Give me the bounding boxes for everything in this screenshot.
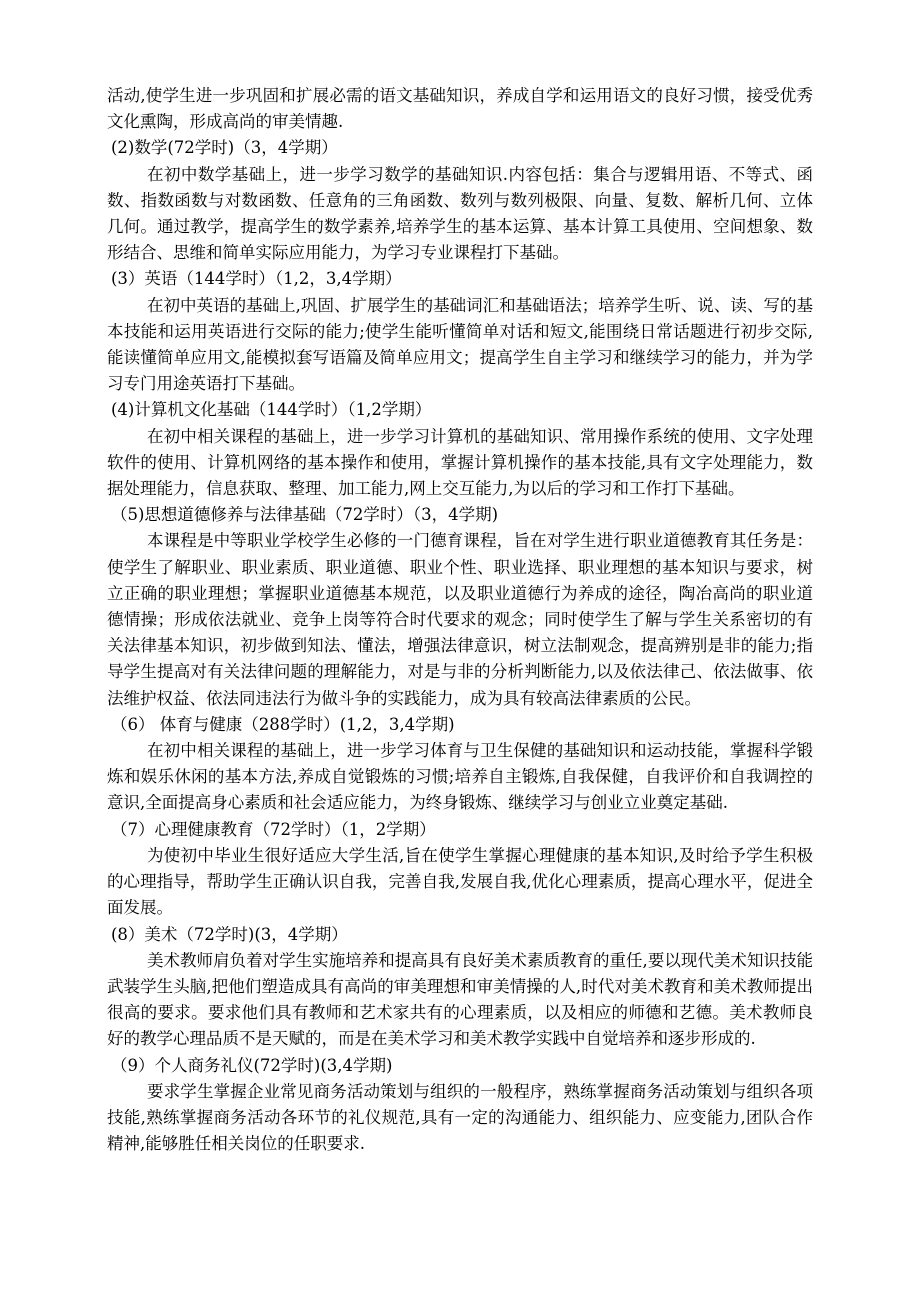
section-body-computer: 在初中相关课程的基础上，进一步学习计算机的基础知识、常用操作系统的使用、文字处理软件的使用、计算机网络的基本操作和使用，掌握计算机操作的基本技能,具有文字处理能力，数据处理能力，信息获取、整理、加工能力,网上交互能力,为以后的学习和工作打下基础。 (107, 426, 813, 499)
section-heading-mental-health: （7）心理健康教育（72学时）（1，2学期） (111, 819, 436, 839)
intro-continuation: 活动,使学生进一步巩固和扩展必需的语文基础知识，养成自学和运用语文的良好习惯，接受优秀文化熏陶，形成高尚的审美情趣. (107, 86, 813, 132)
section-heading-business-etiquette: （9）个人商务礼仪(72学时)(3,4学期) (111, 1055, 393, 1075)
document-body (107, 83, 813, 1157)
section-heading-art: (8）美术（72学时)(3，4学期） (111, 924, 348, 944)
section-body-ethics-law: 本课程是中等职业学校学生必修的一门德育课程，旨在对学生进行职业道德教育其任务是：使学生了解职业、职业素质、职业道德、职业个性、职业选择、职业理想的基本知识与要求，树立正确的职业理想；掌握职业道德基本规范，以及职业道德行为养成的途径，陶冶高尚的职业道德情操；形成依法就业、竞争上岗等符合时代要求的观念；同时使学生了解与学生关系密切的有关法律基本知识，初步做到知法、懂法，增强法律意识，树立法制观念，提高辨别是非的能力;指导学生提高对有关法律问题的理解能力，对是与非的分析判断能力,以及依法律己、依法做事、依法维护权益、依法同违法行为做斗争的实践能力，成为具有较高法律素质的公民。 (107, 531, 813, 708)
section-heading-english: (3）英语（144学时）（1,2，3,4学期） (111, 269, 402, 289)
section-body-mental-health: 为使初中毕业生很好适应大学生活,旨在使学生掌握心理健康的基本知识,及时给予学生积极的心理指导，帮助学生正确认识自我，完善自我,发展自我,优化心理素质，提高心理水平，促进全面发展。 (107, 845, 813, 918)
section-heading-math: (2)数学(72学时)（3，4学期） (111, 138, 338, 158)
section-body-math: 在初中数学基础上，进一步学习数学的基础知识.内容包括：集合与逻辑用语、不等式、函数、指数函数与对数函数、任意角的三角函数、数列与数列极限、向量、复数、解析几何、立体几何。通过教学，提高学生的数学素养,培养学生的基本运算、基本计算工具使用、空间想象、数形结合、思维和简单实际应用能力，为学习专业课程打下基础。 (107, 164, 813, 263)
section-body-art: 美术教师肩负着对学生实施培养和提高具有良好美术素质教育的重任,要以现代美术知识技能武装学生头脑,把他们塑造成具有高尚的审美理想和审美情操的人,时代对美术教育和美术教师提出很高的要求。要求他们具有教师和艺术家共有的心理素质，以及相应的师德和艺德。美术教师良好的教学心理品质不是天赋的，而是在美术学习和美术教学实践中自觉培养和逐步形成的. (107, 950, 813, 1049)
section-body-pe-health: 在初中相关课程的基础上，进一步学习体育与卫生保健的基础知识和运动技能，掌握科学锻炼和娱乐休闲的基本方法,养成自觉锻炼的习惯;培养自主锻炼,自我保健，自我评价和自我调控的意识,全面提高身心素质和社会适应能力，为终身锻炼、继续学习与创业立业奠定基础. (107, 741, 813, 813)
section-body-business-etiquette: 要求学生掌握企业常见商务活动策划与组织的一般程序，熟练掌握商务活动策划与组织各项技能,熟练掌握商务活动各环节的礼仪规范,具有一定的沟通能力、组织能力、应变能力,团队合作精神,能够胜任相关岗位的任职要求. (107, 1081, 813, 1154)
section-heading-pe-health: （6） 体育与健康（288学时）(1,2，3,4学期) (111, 714, 455, 734)
section-heading-computer: (4)计算机文化基础（144学时）（1,2学期） (111, 400, 432, 420)
section-heading-ethics-law: （5)思想道德修养与法律基础（72学时）（3，4学期) (111, 505, 499, 525)
section-body-english: 在初中英语的基础上,巩固、扩展学生的基础词汇和基础语法；培养学生听、说、读、写的基本技能和运用英语进行交际的能力;使学生能听懂简单对话和短文,能围绕日常话题进行初步交际,能读懂简单应用文,能模拟套写语篇及简单应用文；提高学生自主学习和继续学习的能力，并为学习专门用途英语打下基础。 (107, 295, 813, 394)
